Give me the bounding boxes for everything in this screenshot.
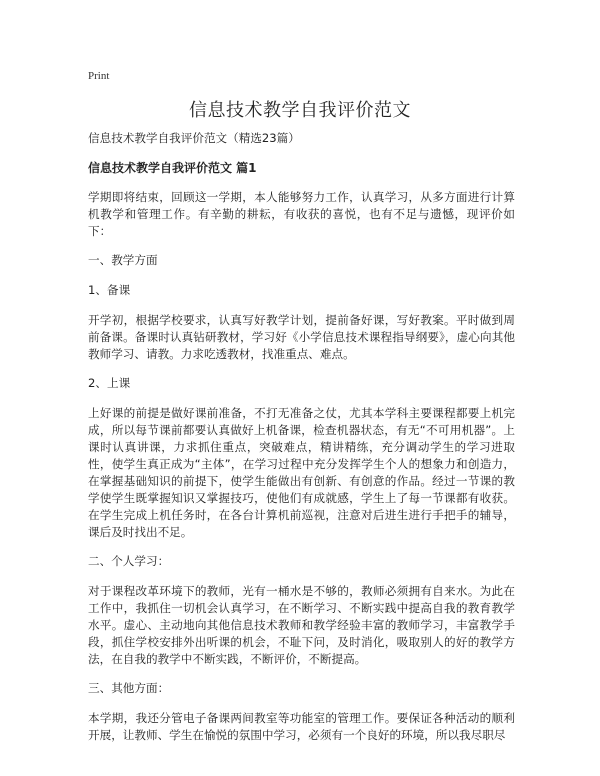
paragraph-class: 上好课的前提是做好课前准备，不打无准备之仗，尤其本学科主要课程都要上机完成，所以每节课前都要认真做好上机备课，检查机器状态，有无“不可用机器”。上课时认真讲课，力求抓住重点，突破难点，精讲精练，充分调动学生的学习进取性，使学生真正成为“主体”，在学习过程中充分发挥学生个人的想象力和创造力，在掌握基础知识的前提下，使学生能做出有创新、有创意的作品。经过一节课的教学使学生既掌握知识又掌握技巧，使他们有成就感，学生上了每一节课都有收获。在学生完成上机任务时，在各台计算机前巡视，注意对后进生进行手把手的辅导，课后及时找出不足。 xyxy=(88,406,515,539)
page-title: 信息技术教学自我评价范文 xyxy=(189,100,411,121)
heading-teaching: 一、教学方面 xyxy=(88,253,158,267)
heading-other: 三、其他方面： xyxy=(88,681,170,695)
intro-paragraph: 学期即将结束，回顾这一学期，本人能够努力工作，认真学习，从多方面进行计算机教学和管理工作。有辛勤的耕耘，有收获的喜悦，也有不足与遗憾，现评价如下： xyxy=(88,190,515,238)
paragraph-preparation: 开学初，根据学校要求，认真写好教学计划，提前备好课，写好教案。平时做到周前备课。备课时认真钻研教材，学习好《小学信息技术课程指导纲要》，虚心向其他教师学习、请教。力求吃透教材，找准重点、难点。 xyxy=(88,313,515,361)
paragraph-personal-study: 对于课程改革环境下的教师，光有一桶水是不够的，教师必须拥有自来水。为此在工作中，我抓住一切机会认真学习，在不断学习、不断实践中提高自我的教育教学水平。虚心、主动地向其他信息技术教师和教学经验丰富的教师学习，丰富教学手段，抓住学校安排外出听课的机会，不耻下问，及时消化，吸取别人的好的教学方法，在自我的教学中不断实践，不断评价，不断提高。 xyxy=(88,584,515,666)
subheading-preparation: 1、备课 xyxy=(88,283,131,297)
section-title: 信息技术教学自我评价范文 篇1 xyxy=(88,161,257,175)
heading-personal-study: 二、个人学习： xyxy=(88,554,170,568)
paragraph-other: 本学期，我还分管电子备课两间教室等功能室的管理工作。要保证各种活动的顺利开展，让教师、学生在愉悦的氛围中学习，必须有一个良好的环境，所以我尽职尽 xyxy=(88,711,515,742)
document-subtitle: 信息技术教学自我评价范文（精选23篇） xyxy=(88,131,300,145)
document-body xyxy=(88,130,515,756)
subheading-class: 2、上课 xyxy=(88,376,131,390)
print-label: Print xyxy=(88,70,110,82)
